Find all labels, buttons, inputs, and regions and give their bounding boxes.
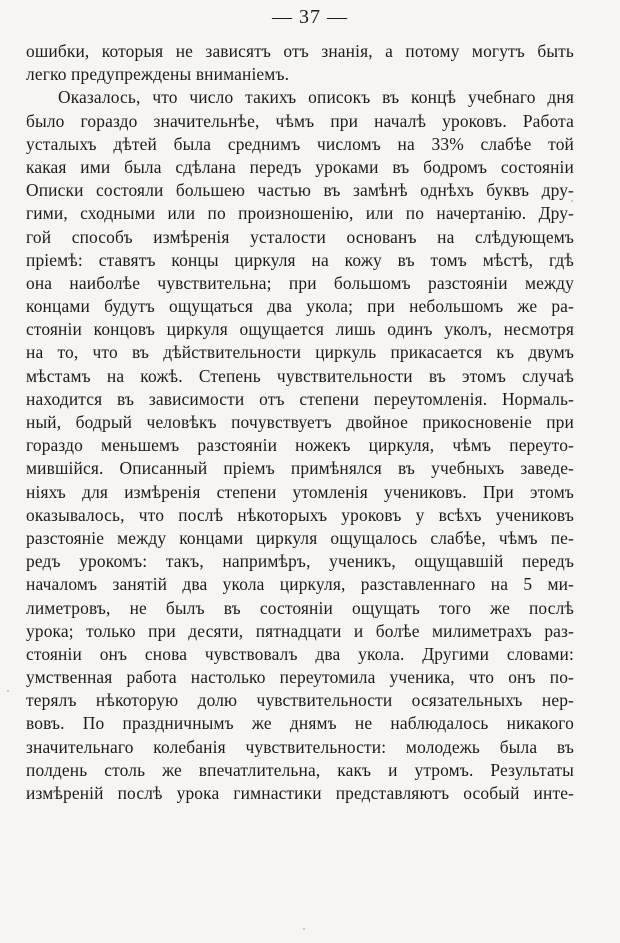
- text-line: гораздо меньшемъ разстояніи ножекъ циркуля, чѣмъ переуто-: [26, 435, 574, 456]
- text-line: вовъ. По праздничнымъ же днямъ не наблюдалось никакого: [26, 713, 574, 734]
- text-line: гими, сходными или по произношенію, или по начертанію. Дру-: [26, 203, 574, 224]
- paper-speck: [303, 928, 305, 930]
- text-line: концами будутъ ощущаться два укола; при небольшомъ же ра-: [26, 296, 574, 317]
- page-number: — 37 —: [272, 6, 348, 28]
- text-line: оказывалось, что послѣ нѣкоторыхъ уроковъ у всѣхъ учениковъ: [26, 504, 574, 525]
- body-text: [26, 40, 574, 805]
- text-line: усталыхъ дѣтей была среднимъ числомъ на 33% слабѣе той: [26, 133, 574, 154]
- text-line: полдень столь же впечатлительна, какъ и утромъ. Результаты: [26, 759, 574, 780]
- text-line: началомъ занятій два укола циркуля, разставленнаго на 5 ми-: [26, 574, 574, 595]
- text-line: редъ урокомъ: такъ, напримѣръ, ученикъ, ощущавшій передъ: [26, 551, 574, 572]
- text-line: гой способъ измѣренія усталости основанъ на слѣдующемъ: [26, 226, 574, 247]
- text-line: находится въ зависимости отъ степени переутомленія. Нормаль-: [26, 388, 574, 409]
- text-line: какая ими была сдѣлана передъ уроками въ бодромъ состояніи: [26, 156, 574, 177]
- text-line: было гораздо значительнѣе, чѣмъ при началѣ уроковъ. Работа: [26, 110, 574, 131]
- text-line: значительнаго колебанія чувствительности: молодежь была въ: [26, 736, 574, 757]
- text-line: Описки состояли большею частью въ замѣнѣ однѣхъ буквъ дру-: [26, 180, 574, 201]
- text-line: ный, бодрый человѣкъ почувствуетъ двойное прикосновеніе при: [26, 412, 574, 432]
- paper-speck: [7, 690, 9, 692]
- text-line: лиметровъ, не былъ въ состояніи ощущать того же послѣ: [26, 597, 574, 618]
- text-line: умственная работа настолько переутомила ученика, что онъ по-: [26, 667, 574, 688]
- text-line: легко предупреждены вниманіемъ.: [26, 64, 290, 85]
- text-line: разстояніе между концами циркуля ощущалось слабѣе, чѣмъ пе-: [26, 527, 574, 548]
- text-line: мившійся. Описанный пріемъ примѣнялся въ учебныхъ заведе-: [26, 458, 574, 479]
- text-line: она наиболѣе чувствительна; при большомъ разстояніи между: [26, 272, 574, 293]
- paper-speck: [571, 200, 573, 202]
- text-line: ошибки, которыя не зависятъ отъ знанія, а потому могутъ быть: [26, 41, 574, 61]
- text-line: измѣреній послѣ урока гимнастики представляютъ особый инте-: [26, 783, 574, 803]
- text-line: стояніи концовъ циркуля ощущается лишь одинъ уколъ, несмотря: [26, 319, 574, 340]
- text-line: урока; только при десяти, пятнадцати и болѣе милиметрахъ раз-: [26, 620, 574, 641]
- text-line: на то, что въ дѣйствительности циркуль прикасается къ двумъ: [26, 342, 574, 363]
- text-line: мѣстамъ на кожѣ. Степень чувствительности въ этомъ случаѣ: [26, 365, 574, 386]
- text-line: терялъ нѣкоторую долю чувствительности осязательныхъ нер-: [26, 690, 574, 711]
- text-line: Оказалось, что число такихъ описокъ въ концѣ учебнаго дня: [58, 87, 574, 108]
- text-line: ніяхъ для измѣренія степени утомленія учениковъ. При этомъ: [26, 481, 574, 502]
- text-line: пріемѣ: ставятъ концы циркуля на кожу въ томъ мѣстѣ, гдѣ: [26, 249, 574, 270]
- text-line: стояніи онъ снова чувствовалъ два укола. Другими словами:: [26, 643, 574, 664]
